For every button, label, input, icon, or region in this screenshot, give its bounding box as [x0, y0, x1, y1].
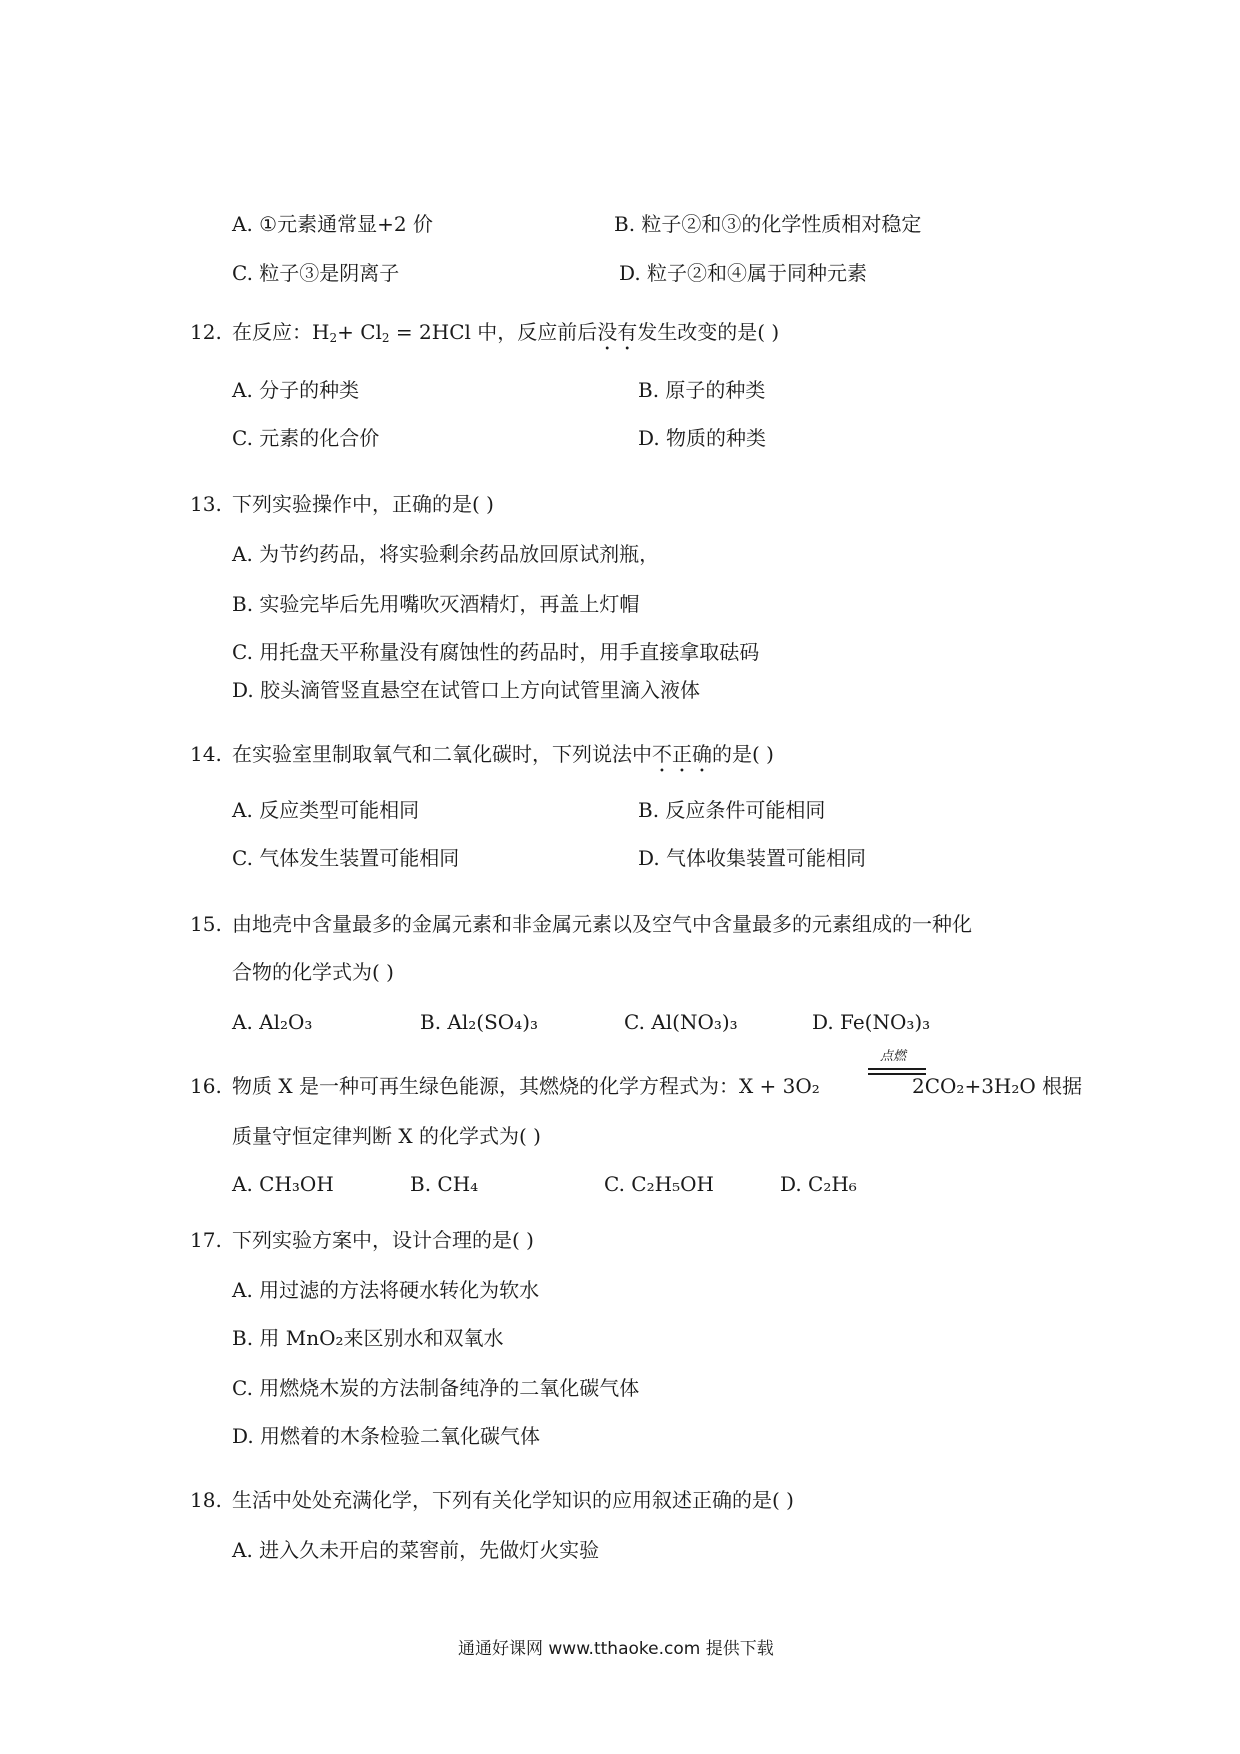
- q16-number: 16.: [190, 1074, 222, 1098]
- q11-option-d: D. 粒子②和④属于同种元素: [619, 261, 868, 285]
- q15-stem-line1: 由地壳中含量最多的金属元素和非金属元素以及空气中含量最多的元素组成的一种化: [232, 912, 972, 936]
- q12-option-c: C. 元素的化合价: [232, 426, 380, 450]
- q14-stem-pre: 在实验室里制取氧气和二氧化碳时，下列说法中: [232, 742, 652, 766]
- q12-stem-mid2: = 2HCl 中，反应前后: [389, 320, 598, 344]
- q12-number: 12.: [190, 320, 222, 344]
- q13-option-a: A. 为节约药品，将实验剩余药品放回原试剂瓶，: [232, 542, 660, 566]
- q16-equals-bar-top: [868, 1068, 926, 1070]
- q14-option-d: D. 气体收集装置可能相同: [638, 846, 867, 870]
- q15-number: 15.: [190, 912, 222, 936]
- q16-option-d: D. C₂H₆: [780, 1172, 857, 1196]
- footer-download-notice: 通通好课网 www.tthaoke.com 提供下载: [458, 1639, 774, 1659]
- q17-number: 17.: [190, 1228, 222, 1252]
- q12-stem-emphasis: 没有: [597, 320, 638, 344]
- q13-option-d: D. 胶头滴管竖直悬空在试管口上方向试管里滴入液体: [232, 678, 701, 702]
- q16-products: 2CO₂+3H₂O 根据: [912, 1074, 1083, 1098]
- q15-option-b: B. Al₂(SO₄)₃: [420, 1010, 539, 1034]
- q17-option-c: C. 用燃烧木炭的方法制备纯净的二氧化碳气体: [232, 1376, 640, 1400]
- q14-stem: [232, 740, 774, 777]
- q16-reaction-condition: 点燃: [880, 1049, 907, 1064]
- q12-stem-pre: 在反应：H: [232, 320, 330, 344]
- q11-option-c: C. 粒子③是阴离子: [232, 261, 400, 285]
- q18-number: 18.: [190, 1488, 222, 1512]
- q12-option-d: D. 物质的种类: [638, 426, 767, 450]
- q15-stem-line2: 合物的化学式为( ): [232, 960, 394, 984]
- q18-option-a: A. 进入久未开启的菜窖前，先做灯火实验: [232, 1538, 600, 1562]
- q14-number: 14.: [190, 742, 222, 766]
- q14-stem-post: 的是( ): [712, 742, 774, 766]
- q12-option-a: A. 分子的种类: [232, 378, 360, 402]
- q17-option-d: D. 用燃着的木条检验二氧化碳气体: [232, 1424, 541, 1448]
- q12-stem-mid1: + Cl: [337, 320, 382, 344]
- q17-stem: 下列实验方案中，设计合理的是( ): [232, 1228, 534, 1252]
- q12-sub-2: 2: [381, 331, 390, 345]
- q12-option-b: B. 原子的种类: [638, 378, 766, 402]
- q16-option-c: C. C₂H₅OH: [604, 1172, 714, 1196]
- q13-option-b: B. 实验完毕后先用嘴吹灭酒精灯，再盖上灯帽: [232, 592, 640, 616]
- q14-stem-emphasis: 不正确: [652, 742, 712, 766]
- q14-option-b: B. 反应条件可能相同: [638, 798, 826, 822]
- q15-option-c: C. Al(NO₃)₃: [624, 1010, 738, 1034]
- q16-stem-line2: 质量守恒定律判断 X 的化学式为( ): [232, 1124, 541, 1148]
- q12-stem-post: 发生改变的是( ): [637, 320, 780, 344]
- q11-option-a: A. ①元素通常显+2 价: [232, 212, 433, 236]
- q16-option-b: B. CH₄: [410, 1172, 479, 1196]
- q12-stem: [232, 318, 779, 355]
- q16-stem-line1: 物质 X 是一种可再生绿色能源，其燃烧的化学方程式为：X + 3O₂: [232, 1074, 820, 1098]
- q14-option-a: A. 反应类型可能相同: [232, 798, 420, 822]
- q13-stem: 下列实验操作中，正确的是( ): [232, 492, 494, 516]
- q13-number: 13.: [190, 492, 222, 516]
- q11-option-b: B. 粒子②和③的化学性质相对稳定: [614, 212, 922, 236]
- q15-option-a: A. Al₂O₃: [232, 1010, 313, 1034]
- q18-stem: 生活中处处充满化学，下列有关化学知识的应用叙述正确的是( ): [232, 1488, 794, 1512]
- q17-option-b: B. 用 MnO₂来区别水和双氧水: [232, 1326, 504, 1350]
- q13-option-c: C. 用托盘天平称量没有腐蚀性的药品时，用手直接拿取砝码: [232, 640, 760, 664]
- q16-option-a: A. CH₃OH: [232, 1172, 334, 1196]
- q14-option-c: C. 气体发生装置可能相同: [232, 846, 460, 870]
- q17-option-a: A. 用过滤的方法将硬水转化为软水: [232, 1278, 540, 1302]
- q15-option-d: D. Fe(NO₃)₃: [812, 1010, 931, 1034]
- q12-sub-1: 2: [329, 331, 338, 345]
